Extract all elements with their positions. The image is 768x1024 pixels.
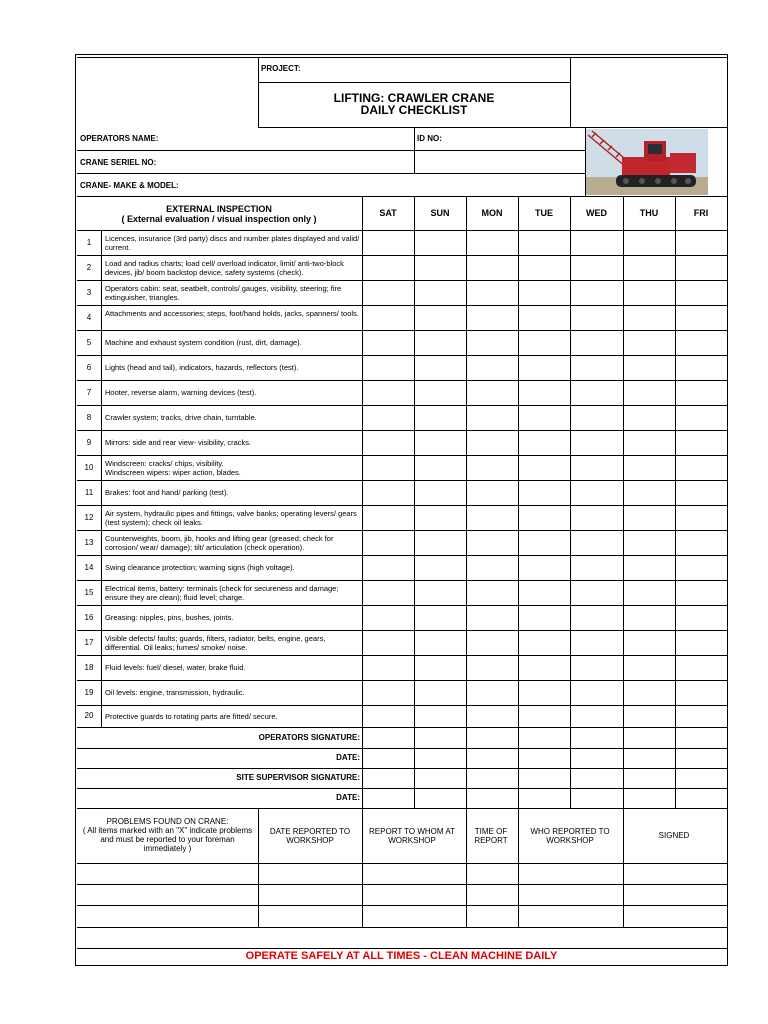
item-description: Machine and exhaust system condition (rust, dirt, damage).: [105, 338, 302, 347]
grid-line: [570, 57, 571, 127]
check-cell[interactable]: [363, 606, 413, 629]
check-cell[interactable]: [624, 706, 674, 726]
check-cell[interactable]: [519, 606, 569, 629]
check-cell[interactable]: [624, 406, 674, 429]
check-cell[interactable]: [624, 656, 674, 679]
check-cell[interactable]: [624, 556, 674, 579]
signature-cell[interactable]: [571, 789, 622, 807]
check-cell[interactable]: [676, 406, 726, 429]
item-number: 10: [84, 462, 94, 472]
page-title: [258, 92, 570, 116]
check-cell[interactable]: [624, 231, 674, 254]
item-description: Windscreen: cracks/ chips, visibility. Windscreen wipers: wiper action, blades.: [105, 458, 241, 477]
report-to-whom-header: REPORT TO WHOM AT WORKSHOP: [369, 827, 455, 845]
item-number: 12: [84, 512, 94, 522]
check-cell[interactable]: [519, 656, 569, 679]
item-description: Fluid levels: fuel/ diesel, water, brake fluid.: [105, 663, 246, 672]
operators-signature-label: OPERATORS SIGNATURE:: [258, 732, 360, 742]
item-description: Load and radius charts; load cell/ overload indicator, limit/ anti-two-block devices, jib/ boom backstop device, safety systems (check).: [105, 258, 344, 277]
check-cell[interactable]: [676, 631, 726, 654]
check-cell[interactable]: [467, 331, 517, 354]
check-cell[interactable]: [571, 606, 622, 629]
title-line-2: DAILY CHECKLIST: [360, 103, 468, 117]
id-no-label: ID NO:: [417, 134, 442, 143]
signature-cell[interactable]: [519, 728, 569, 747]
item-number: 1: [86, 237, 92, 247]
check-cell[interactable]: [624, 331, 674, 354]
signature-cell[interactable]: [624, 728, 674, 747]
signature-cell[interactable]: [519, 769, 569, 787]
check-cell[interactable]: [571, 681, 622, 704]
date-label: DATE:: [336, 793, 360, 802]
check-cell[interactable]: [363, 231, 413, 254]
item-number: 9: [86, 437, 92, 447]
check-cell[interactable]: [676, 556, 726, 579]
check-cell[interactable]: [467, 406, 517, 429]
check-cell[interactable]: [571, 706, 622, 726]
safety-footer: OPERATE SAFELY AT ALL TIMES - CLEAN MACHINE DAILY: [245, 950, 558, 962]
item-number: 15: [84, 587, 94, 597]
check-cell[interactable]: [519, 706, 569, 726]
check-cell[interactable]: [571, 356, 622, 379]
check-cell[interactable]: [363, 556, 413, 579]
grid-line: [258, 808, 259, 927]
check-cell[interactable]: [415, 381, 465, 404]
check-cell[interactable]: [571, 281, 622, 304]
title-line-1: LIFTING: CRAWLER CRANE: [333, 91, 495, 105]
check-cell[interactable]: [519, 356, 569, 379]
grid-line: [77, 150, 585, 151]
check-cell[interactable]: [415, 456, 465, 479]
check-cell[interactable]: [415, 256, 465, 279]
signature-cell[interactable]: [415, 728, 465, 747]
signature-cell[interactable]: [676, 728, 726, 747]
time-of-report-header: TIME OF REPORT: [474, 827, 508, 845]
crane-make-label: CRANE- MAKE & MODEL:: [80, 181, 179, 190]
check-cell[interactable]: [467, 456, 517, 479]
day-header-thu: THU: [639, 208, 659, 218]
check-cell[interactable]: [624, 631, 674, 654]
check-cell[interactable]: [415, 556, 465, 579]
check-cell[interactable]: [467, 356, 517, 379]
item-number: 7: [86, 387, 92, 397]
check-cell[interactable]: [415, 656, 465, 679]
check-cell[interactable]: [467, 381, 517, 404]
check-cell[interactable]: [415, 681, 465, 704]
item-description: Hooter, reverse alarm, warning devices (test).: [105, 388, 257, 397]
item-description: Mirrors: side and rear view- visibility, cracks.: [105, 438, 252, 447]
check-cell[interactable]: [415, 431, 465, 454]
grid-line: [77, 808, 727, 809]
item-description: Lights (head and tail), indicators, hazards, reflectors (test).: [105, 363, 299, 372]
signature-cell[interactable]: [467, 789, 517, 807]
item-number: 3: [86, 287, 92, 297]
check-cell[interactable]: [363, 481, 413, 504]
item-number: 20: [84, 711, 94, 720]
check-cell[interactable]: [467, 306, 517, 329]
check-cell[interactable]: [415, 356, 465, 379]
day-header-tue: TUE: [535, 208, 553, 218]
signature-cell[interactable]: [624, 749, 674, 767]
check-cell[interactable]: [571, 306, 622, 329]
check-cell[interactable]: [415, 631, 465, 654]
signature-cell[interactable]: [624, 789, 674, 807]
check-cell[interactable]: [363, 656, 413, 679]
check-cell[interactable]: [467, 506, 517, 529]
item-description: Swing clearance protection; warning signs (high voltage).: [105, 563, 295, 572]
check-cell[interactable]: [415, 706, 465, 726]
check-cell[interactable]: [571, 581, 622, 604]
signature-cell[interactable]: [415, 789, 465, 807]
signature-cell[interactable]: [363, 749, 413, 767]
grid-line: [77, 57, 727, 58]
item-number: 19: [84, 687, 94, 697]
item-description: Protective guards to rotating parts are fitted/ secure.: [105, 711, 278, 721]
crane-serial-label: CRANE SERIEL NO:: [80, 158, 157, 167]
item-description: Attachments and accessories; steps, foot/hand holds, jacks, spanners/ tools.: [105, 308, 359, 318]
check-cell[interactable]: [519, 431, 569, 454]
check-cell[interactable]: [624, 256, 674, 279]
check-cell[interactable]: [571, 406, 622, 429]
check-cell[interactable]: [519, 531, 569, 554]
check-cell[interactable]: [571, 431, 622, 454]
check-cell[interactable]: [363, 681, 413, 704]
signature-cell[interactable]: [571, 769, 622, 787]
check-cell[interactable]: [415, 506, 465, 529]
check-cell[interactable]: [363, 406, 413, 429]
check-cell[interactable]: [467, 481, 517, 504]
signature-cell[interactable]: [676, 789, 726, 807]
project-label: PROJECT:: [261, 64, 301, 73]
check-cell[interactable]: [415, 306, 465, 329]
check-cell[interactable]: [363, 431, 413, 454]
check-cell[interactable]: [676, 231, 726, 254]
day-header-sun: SUN: [430, 208, 450, 218]
check-cell[interactable]: [676, 606, 726, 629]
signed-header: SIGNED: [658, 831, 690, 840]
item-description: Air system, hydraulic pipes and fittings, valve banks; operating levers/ gears (test system); check oil leaks.: [105, 508, 357, 527]
grid-line: [77, 863, 727, 864]
check-cell[interactable]: [676, 256, 726, 279]
check-cell[interactable]: [467, 681, 517, 704]
check-cell[interactable]: [519, 406, 569, 429]
check-cell[interactable]: [363, 581, 413, 604]
day-header-fri: FRI: [693, 208, 709, 218]
grid-line: [101, 230, 102, 727]
crawler-crane-image: [586, 129, 708, 195]
check-cell[interactable]: [363, 356, 413, 379]
grid-line: [77, 173, 585, 174]
signature-cell[interactable]: [363, 789, 413, 807]
day-header-mon: MON: [481, 208, 503, 218]
grid-line: [77, 927, 727, 928]
signature-cell[interactable]: [363, 728, 413, 747]
grid-line: [77, 196, 727, 197]
signature-cell[interactable]: [519, 789, 569, 807]
check-cell[interactable]: [415, 281, 465, 304]
check-cell[interactable]: [467, 531, 517, 554]
check-cell[interactable]: [415, 231, 465, 254]
check-cell[interactable]: [624, 531, 674, 554]
signature-cell[interactable]: [415, 749, 465, 767]
check-cell[interactable]: [467, 606, 517, 629]
signature-cell[interactable]: [519, 749, 569, 767]
check-cell[interactable]: [676, 281, 726, 304]
check-cell[interactable]: [676, 331, 726, 354]
item-description: Counterweights, boom, jib, hooks and lifting gear (greased; check for corrosion/ wear/ damage); tilt/ articulation (check operation).: [105, 533, 334, 552]
item-description: Operators cabin: seat, seatbelt, controls/ gauges, visibility, steering; fire extinguisher, triangles.: [105, 283, 342, 302]
check-cell[interactable]: [624, 281, 674, 304]
inspection-heading: EXTERNAL INSPECTION ( External evaluation / visual inspection only ): [121, 204, 317, 224]
check-cell[interactable]: [676, 706, 726, 726]
check-cell[interactable]: [519, 506, 569, 529]
check-cell[interactable]: [624, 606, 674, 629]
check-cell[interactable]: [519, 581, 569, 604]
check-cell[interactable]: [624, 456, 674, 479]
item-description: Electrical items, battery: terminals (check for secureness and damage; ensure they are clean); fluid level; charge.: [105, 583, 339, 602]
check-cell[interactable]: [676, 356, 726, 379]
operators-name-label: OPERATORS NAME:: [80, 134, 159, 143]
check-cell[interactable]: [363, 631, 413, 654]
check-cell[interactable]: [415, 331, 465, 354]
check-cell[interactable]: [624, 431, 674, 454]
item-number: 5: [86, 337, 92, 347]
check-cell[interactable]: [571, 556, 622, 579]
check-cell[interactable]: [467, 431, 517, 454]
check-cell[interactable]: [519, 256, 569, 279]
check-cell[interactable]: [415, 531, 465, 554]
grid-line: [466, 808, 467, 927]
item-number: 18: [84, 662, 94, 672]
check-cell[interactable]: [467, 231, 517, 254]
check-cell[interactable]: [676, 506, 726, 529]
check-cell[interactable]: [519, 481, 569, 504]
grid-line: [623, 808, 624, 927]
check-cell[interactable]: [624, 306, 674, 329]
item-number: 14: [84, 562, 94, 572]
date-reported-header: DATE REPORTED TO WORKSHOP: [269, 827, 351, 845]
check-cell[interactable]: [519, 231, 569, 254]
item-number: 16: [84, 612, 94, 622]
day-header-sat: SAT: [379, 208, 397, 218]
item-number: 4: [86, 312, 92, 322]
grid-line: [258, 127, 727, 128]
check-cell[interactable]: [624, 381, 674, 404]
item-description: Oil levels: engine, transmission, hydraulic.: [105, 688, 245, 697]
check-cell[interactable]: [676, 531, 726, 554]
check-cell[interactable]: [363, 281, 413, 304]
check-cell[interactable]: [624, 356, 674, 379]
signature-cell[interactable]: [676, 769, 726, 787]
who-reported-header: WHO REPORTED TO WORKSHOP: [530, 827, 610, 845]
item-number: 11: [84, 487, 94, 497]
signature-cell[interactable]: [571, 749, 622, 767]
check-cell[interactable]: [363, 456, 413, 479]
check-cell[interactable]: [519, 631, 569, 654]
item-description: Visible defects/ faults; guards, filters, radiator, belts, engine, gears, differential. Oil leaks; fumes/ smoke/ noise.: [105, 633, 326, 652]
check-cell[interactable]: [676, 306, 726, 329]
item-number: 13: [84, 537, 94, 547]
check-cell[interactable]: [571, 256, 622, 279]
check-cell[interactable]: [571, 456, 622, 479]
check-cell[interactable]: [363, 706, 413, 726]
check-cell[interactable]: [676, 681, 726, 704]
check-cell[interactable]: [467, 631, 517, 654]
check-cell[interactable]: [571, 631, 622, 654]
check-cell[interactable]: [467, 581, 517, 604]
item-number: 17: [84, 637, 94, 647]
grid-line: [414, 127, 415, 173]
problems-found-header: PROBLEMS FOUND ON CRANE: ( All items marked with an "X" indicate problems and must be reported to your foreman immediately ): [82, 817, 253, 853]
item-number: 2: [86, 262, 92, 272]
date-label: DATE:: [336, 753, 360, 762]
check-cell[interactable]: [519, 556, 569, 579]
item-description: Crawler system; tracks, drive chain, turntable.: [105, 413, 257, 422]
site-supervisor-signature-label: SITE SUPERVISOR SIGNATURE:: [236, 773, 360, 782]
check-cell[interactable]: [519, 281, 569, 304]
check-cell[interactable]: [363, 331, 413, 354]
check-cell[interactable]: [676, 381, 726, 404]
check-cell[interactable]: [519, 331, 569, 354]
day-header-wed: WED: [586, 208, 607, 218]
check-cell[interactable]: [467, 256, 517, 279]
check-cell[interactable]: [519, 681, 569, 704]
check-cell[interactable]: [571, 381, 622, 404]
check-cell[interactable]: [676, 656, 726, 679]
check-cell[interactable]: [415, 581, 465, 604]
item-description: Brakes: foot and hand/ parking (test).: [105, 488, 229, 497]
check-cell[interactable]: [571, 506, 622, 529]
item-number: 6: [86, 362, 92, 372]
item-description: Greasing: nipples, pins, bushes, joints.: [105, 613, 234, 622]
check-cell[interactable]: [624, 581, 674, 604]
grid-line: [258, 82, 570, 83]
check-cell[interactable]: [415, 481, 465, 504]
item-number: 8: [86, 412, 92, 422]
grid-line: [77, 884, 727, 885]
check-cell[interactable]: [363, 306, 413, 329]
check-cell[interactable]: [676, 581, 726, 604]
signature-cell[interactable]: [624, 769, 674, 787]
check-cell[interactable]: [571, 231, 622, 254]
check-cell[interactable]: [519, 306, 569, 329]
check-cell[interactable]: [363, 531, 413, 554]
check-cell[interactable]: [571, 331, 622, 354]
signature-cell[interactable]: [467, 769, 517, 787]
check-cell[interactable]: [415, 606, 465, 629]
signature-cell[interactable]: [676, 749, 726, 767]
check-cell[interactable]: [467, 706, 517, 726]
check-cell[interactable]: [676, 456, 726, 479]
check-cell[interactable]: [676, 481, 726, 504]
check-cell[interactable]: [571, 656, 622, 679]
item-description: Licences, insurance (3rd party) discs and number plates displayed and valid/ current.: [105, 233, 360, 252]
check-cell[interactable]: [624, 481, 674, 504]
signature-cell[interactable]: [467, 749, 517, 767]
check-cell[interactable]: [467, 281, 517, 304]
check-cell[interactable]: [363, 506, 413, 529]
check-cell[interactable]: [624, 681, 674, 704]
grid-line: [362, 808, 363, 927]
check-cell[interactable]: [624, 506, 674, 529]
check-cell[interactable]: [519, 381, 569, 404]
check-cell[interactable]: [415, 406, 465, 429]
signature-cell[interactable]: [467, 728, 517, 747]
check-cell[interactable]: [519, 456, 569, 479]
grid-line: [518, 808, 519, 927]
grid-line: [77, 905, 727, 906]
check-cell[interactable]: [676, 431, 726, 454]
check-cell[interactable]: [363, 381, 413, 404]
signature-cell[interactable]: [571, 728, 622, 747]
check-cell[interactable]: [571, 481, 622, 504]
check-cell[interactable]: [467, 556, 517, 579]
signature-cell[interactable]: [415, 769, 465, 787]
check-cell[interactable]: [467, 656, 517, 679]
check-cell[interactable]: [363, 256, 413, 279]
grid-line: [77, 948, 727, 949]
signature-cell[interactable]: [363, 769, 413, 787]
check-cell[interactable]: [571, 531, 622, 554]
